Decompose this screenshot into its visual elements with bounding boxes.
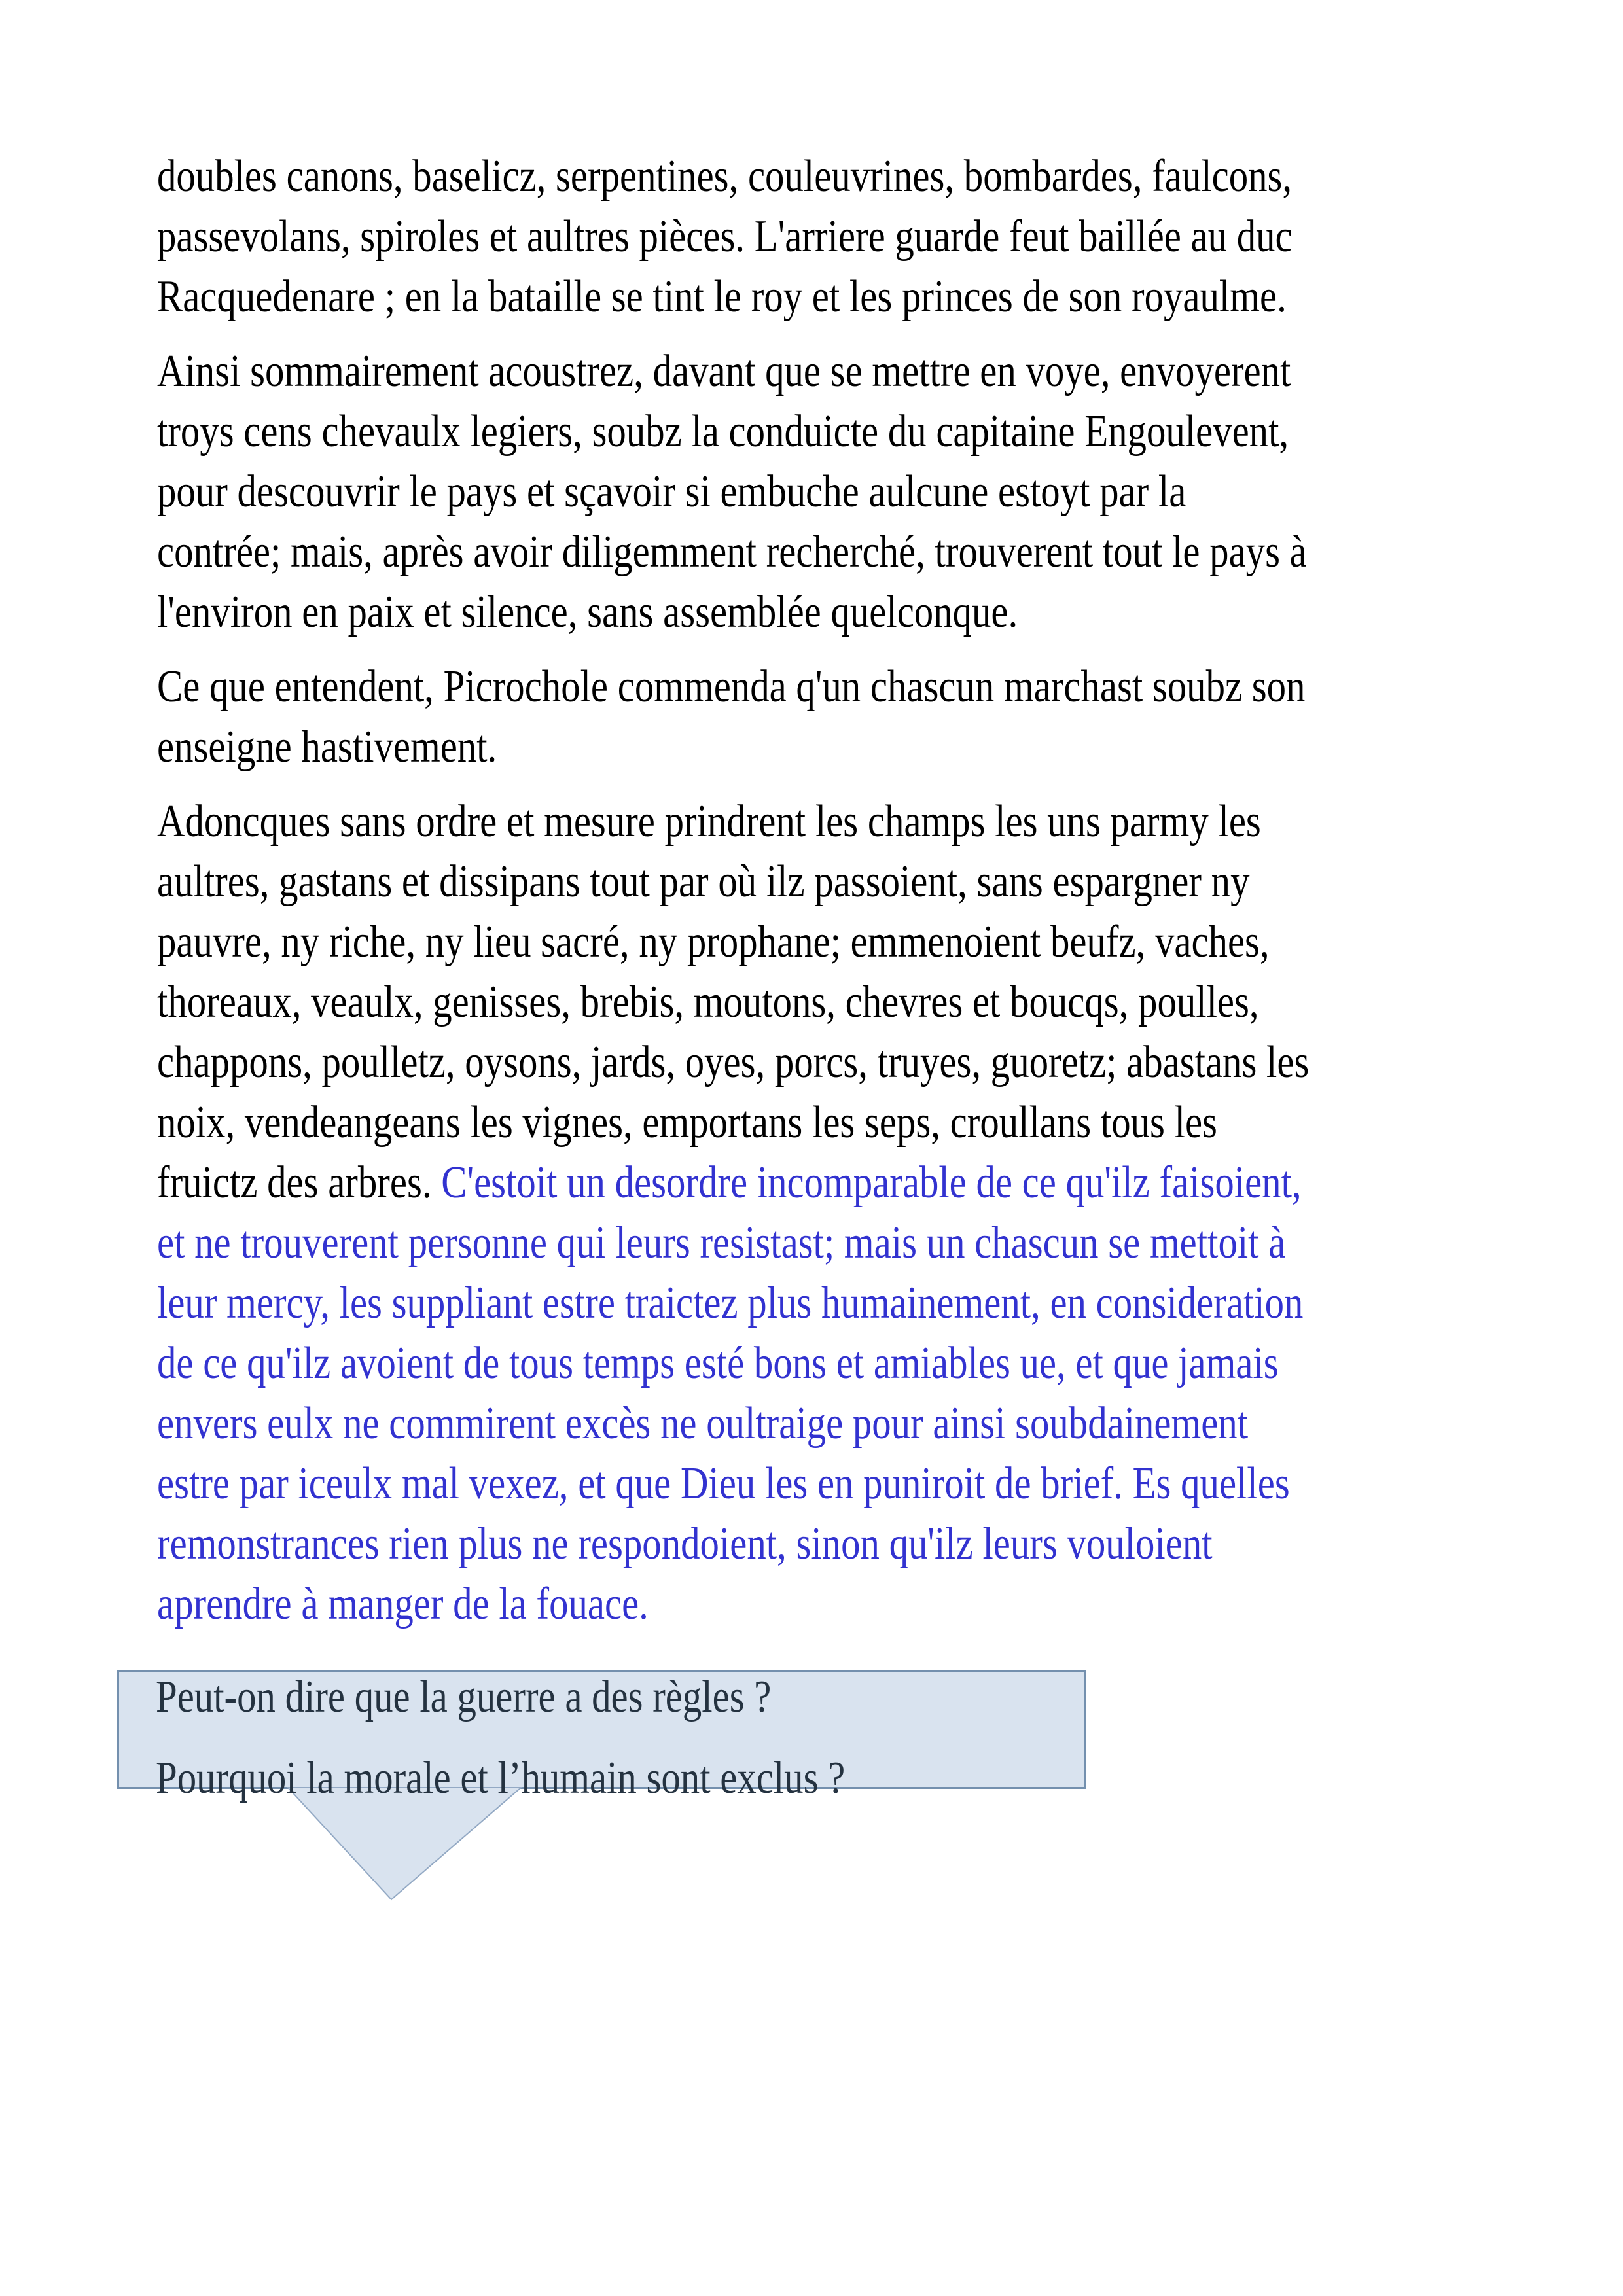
text-line-blue: et ne trouverent personne qui leurs resistast; mais un chascun se mettoit à (157, 1218, 1286, 1268)
text-line: Racquedenare ; en la bataille se tint le roy et les princes de son royaulme. (157, 272, 1287, 322)
text-line-blue: de ce qu'ilz avoient de tous temps esté bons et amiables ue, et que jamais (157, 1338, 1279, 1388)
text-line-blue: leur mercy, les suppliant estre traictez plus humainement, en consideration (157, 1278, 1304, 1328)
text-line: Ainsi sommairement acoustrez, davant que se mettre en voye, envoyerent (157, 346, 1291, 397)
paragraph-scouts (157, 342, 1492, 643)
text-line: pauvre, ny riche, ny lieu sacré, ny prophane; emmenoient beufz, vaches, (157, 917, 1270, 967)
text-line: passevolans, spiroles et aultres pièces. L'arriere guarde feut baillée au duc (157, 211, 1293, 262)
text-segment-blue: C'estoit un desordre incomparable de ce qu'ilz faisoient, (441, 1157, 1302, 1208)
text-line-blue: aprendre à manger de la fouace. (157, 1579, 649, 1629)
paragraph-pillage (157, 792, 1492, 1634)
text-line: l'environ en paix et silence, sans assemblée quelconque. (157, 587, 1018, 637)
text-line: aultres, gastans et dissipans tout par où ilz passoient, sans espargner ny (157, 857, 1250, 907)
text-line: chappons, poulletz, oysons, jards, oyes, porcs, truyes, guoretz; abastans les (157, 1037, 1310, 1087)
paragraph-picrochole-order (157, 657, 1492, 777)
text-line-mixed (157, 1153, 1302, 1213)
text-line: thoreaux, veaulx, genisses, brebis, moutons, chevres et boucqs, poulles, (157, 977, 1259, 1027)
paragraph-artillery (157, 147, 1492, 327)
text-line: pour descouvrir le pays et sçavoir si embuche aulcune estoyt par la (157, 467, 1186, 517)
text-line: troys cens chevaulx legiers, soubz la conduicte du capitaine Engoulevent, (157, 406, 1289, 457)
text-segment-black: fruictz des arbres. (157, 1157, 442, 1208)
text-line: doubles canons, baselicz, serpentines, couleuvrines, bombardes, faulcons, (157, 151, 1293, 202)
text-line: Ce que entendent, Picrochole commenda q'un chascun marchast soubz son (157, 662, 1306, 712)
callout-question-2: Pourquoi la morale et l’humain sont exclus ? (156, 1753, 846, 1803)
text-line: contrée; mais, après avoir diligemment recherché, trouverent tout le pays à (157, 527, 1307, 577)
text-line: noix, vendeangeans les vignes, emportans les seps, croullans tous les (157, 1097, 1217, 1148)
text-line: enseigne hastivement. (157, 722, 497, 772)
callout-question-1: Peut-on dire que la guerre a des règles ? (156, 1672, 772, 1722)
text-line: Adoncques sans ordre et mesure prindrent les champs les uns parmy les (157, 796, 1261, 847)
text-line-blue: estre par iceulx mal vexez, et que Dieu les en puniroit de brief. Es quelles (157, 1458, 1290, 1509)
text-line-blue: remonstrances rien plus ne respondoient, sinon qu'ilz leurs vouloient (157, 1519, 1213, 1569)
text-line-blue: envers eulx ne commirent excès ne oultraige pour ainsi soubdainement (157, 1398, 1249, 1449)
document-text-content (157, 147, 1492, 1649)
